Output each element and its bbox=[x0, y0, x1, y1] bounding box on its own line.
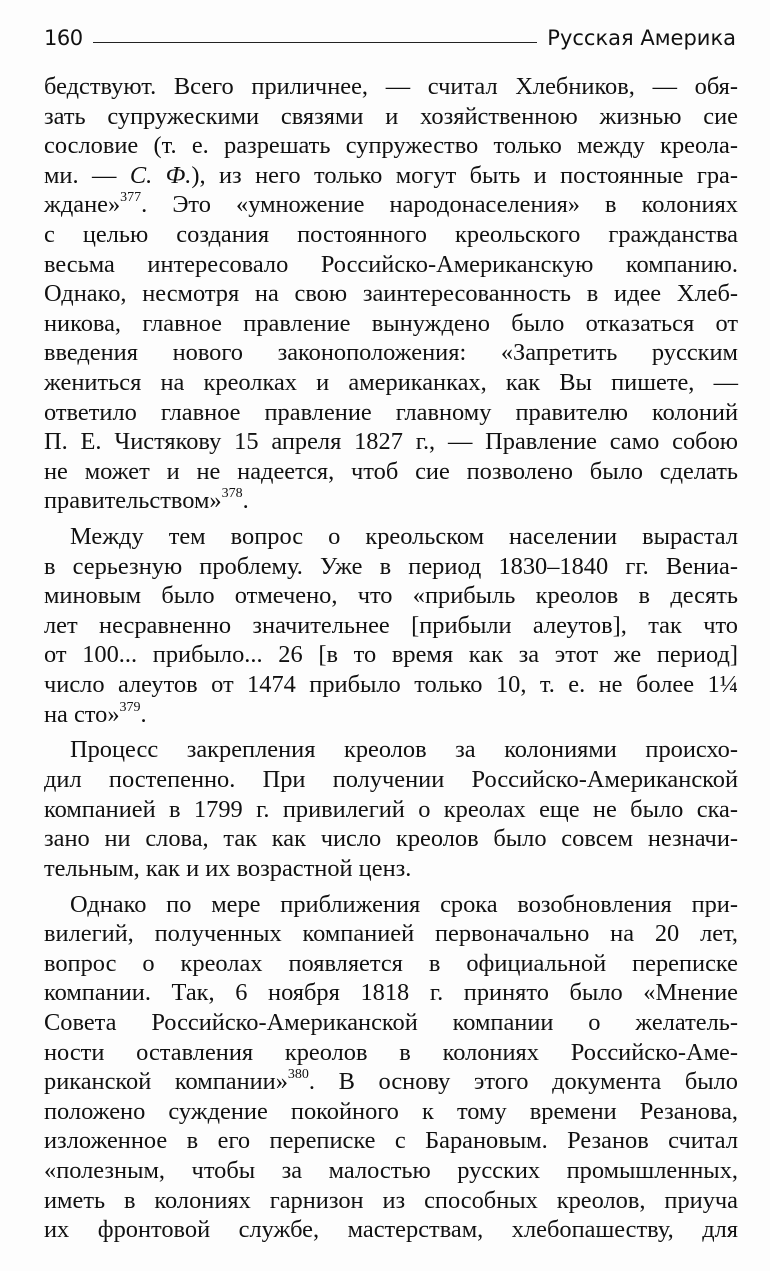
paragraph bbox=[44, 72, 738, 516]
paragraph bbox=[44, 890, 738, 1245]
text-line bbox=[44, 338, 738, 368]
text-line bbox=[44, 1126, 738, 1156]
text-line bbox=[44, 190, 738, 220]
text-run: . bbox=[140, 700, 147, 728]
text-run: зать супружескими связями и хозяйственною жизнью сие bbox=[44, 102, 738, 130]
footnote-ref: 377 bbox=[120, 190, 142, 206]
text-run: жениться на креолках и американках, как Вы пишете, — bbox=[44, 368, 738, 396]
text-line bbox=[44, 1215, 738, 1245]
text-line bbox=[44, 161, 738, 191]
text-run: Процесс закрепления креолов за колониями происхо- bbox=[70, 736, 738, 764]
text-line bbox=[44, 611, 738, 641]
text-run: бедствуют. Всего приличнее, — считал Хлебников, — обя- bbox=[44, 73, 738, 100]
paragraph bbox=[44, 735, 738, 883]
text-line bbox=[44, 398, 738, 428]
text-line bbox=[44, 765, 738, 795]
text-run: ждане» bbox=[44, 191, 121, 219]
text-line bbox=[44, 824, 738, 854]
text-run: с целью создания постоянного креольского гражданства bbox=[44, 220, 738, 248]
text-run: П. Е. Чистякову 15 апреля 1827 г., — Правление само собою bbox=[44, 428, 738, 456]
text-run: ответило главное правление главному правителю колоний bbox=[44, 398, 738, 426]
text-run: число алеутов от 1474 прибыло только 10, т. е. не более 1¼ bbox=[44, 671, 738, 699]
text-line bbox=[44, 854, 738, 884]
italic-text: С. Ф. bbox=[129, 161, 192, 189]
body-text bbox=[44, 72, 738, 1251]
text-line bbox=[44, 220, 738, 250]
text-line bbox=[44, 552, 738, 582]
paragraph bbox=[44, 522, 738, 729]
text-run: введения нового законоположения: «Запретить русским bbox=[44, 339, 738, 367]
text-run: . Это «умножение народонаселения» в колониях bbox=[141, 191, 738, 219]
text-line bbox=[44, 72, 738, 102]
text-run: в серьезную проблему. Уже в период 1830–1840 гг. Вениа- bbox=[44, 552, 738, 580]
text-line bbox=[44, 1097, 738, 1127]
text-run: правительством» bbox=[44, 487, 222, 515]
text-run: тельным, как и их возрастной ценз. bbox=[44, 854, 412, 882]
text-run: от 100... прибыло... 26 [в то время как за этот же период] bbox=[44, 641, 738, 669]
text-line bbox=[44, 919, 738, 949]
text-run: на сто» bbox=[44, 700, 120, 728]
footnote-ref: 379 bbox=[119, 699, 141, 715]
text-run: компанией в 1799 г. привилегий о креолах еще не было ска- bbox=[44, 795, 738, 823]
text-run: никова, главное правление вынуждено было отказаться от bbox=[44, 309, 738, 337]
section-title: Русская Америка bbox=[547, 26, 736, 50]
text-line bbox=[44, 890, 738, 920]
text-run: Однако, несмотря на свою заинтересованность в идее Хлеб- bbox=[44, 280, 738, 308]
text-line bbox=[44, 309, 738, 339]
text-run: сословие (т. е. разрешать супружество только между креола- bbox=[44, 132, 738, 160]
text-run: миновым было отмечено, что «прибыль креолов в десять bbox=[44, 582, 738, 610]
text-run: Однако по мере приближения срока возобновления при- bbox=[70, 890, 738, 918]
text-line bbox=[44, 581, 738, 611]
text-line bbox=[44, 457, 738, 487]
footnote-ref: 380 bbox=[287, 1067, 309, 1083]
text-line bbox=[44, 522, 738, 552]
text-line bbox=[44, 279, 738, 309]
text-line bbox=[44, 368, 738, 398]
text-line bbox=[44, 640, 738, 670]
text-line bbox=[44, 1038, 738, 1068]
text-line bbox=[44, 949, 738, 979]
text-line bbox=[44, 795, 738, 825]
text-line bbox=[44, 670, 738, 700]
text-run: Совета Российско-Американской компании о желатель- bbox=[44, 1008, 738, 1036]
text-line bbox=[44, 1156, 738, 1186]
text-run: ности оставления креолов в колониях Российско-Аме- bbox=[44, 1038, 738, 1066]
text-run: ми. — bbox=[44, 161, 130, 189]
text-run: вилегий, полученных компанией первоначально на 20 лет, bbox=[44, 920, 738, 948]
text-line bbox=[44, 131, 738, 161]
text-run: вопрос о креолах появляется в официальной переписке bbox=[44, 949, 738, 977]
text-line bbox=[44, 735, 738, 765]
text-line bbox=[44, 102, 738, 132]
text-run: весьма интересовало Российско-Американскую компанию. bbox=[44, 250, 738, 278]
text-run: компании. Так, 6 ноября 1818 г. принято было «Мнение bbox=[44, 979, 738, 1007]
text-line bbox=[44, 250, 738, 280]
text-line bbox=[44, 486, 738, 516]
text-line bbox=[44, 427, 738, 457]
text-run: . В основу этого документа было bbox=[308, 1068, 738, 1096]
text-run: изложенное в его переписке с Барановым. Резанов считал bbox=[44, 1127, 738, 1155]
text-run: не может и не надеется, чтоб сие позволено было сделать bbox=[44, 457, 738, 485]
text-run: дил постепенно. При получении Российско-Американской bbox=[44, 766, 738, 794]
text-run: риканской компании» bbox=[44, 1068, 288, 1096]
footnote-ref: 378 bbox=[221, 486, 243, 502]
text-run: «полезным, чтобы за малостью русских промышленных, bbox=[44, 1156, 738, 1184]
text-run: Между тем вопрос о креольском населении вырастал bbox=[70, 523, 738, 551]
text-line bbox=[44, 1186, 738, 1216]
text-line bbox=[44, 978, 738, 1008]
text-line bbox=[44, 1067, 738, 1097]
text-run: ), из него только могут быть и постоянные гра- bbox=[191, 161, 738, 189]
header-rule bbox=[93, 42, 538, 43]
text-run: их фронтовой службе, мастерствам, хлебопашеству, для bbox=[44, 1216, 738, 1244]
text-run: лет несравненно значительнее [прибыли алеутов], так что bbox=[44, 611, 738, 639]
page-number: 160 bbox=[44, 26, 83, 50]
text-line bbox=[44, 700, 738, 730]
text-run: положено суждение покойного к тому времени Резанова, bbox=[44, 1097, 738, 1125]
text-run: иметь в колониях гарнизон из способных креолов, приуча bbox=[44, 1186, 738, 1214]
text-run: зано ни слова, так как число креолов было совсем незначи- bbox=[44, 825, 738, 853]
text-run: . bbox=[242, 487, 249, 515]
text-line bbox=[44, 1008, 738, 1038]
running-head bbox=[44, 20, 736, 50]
